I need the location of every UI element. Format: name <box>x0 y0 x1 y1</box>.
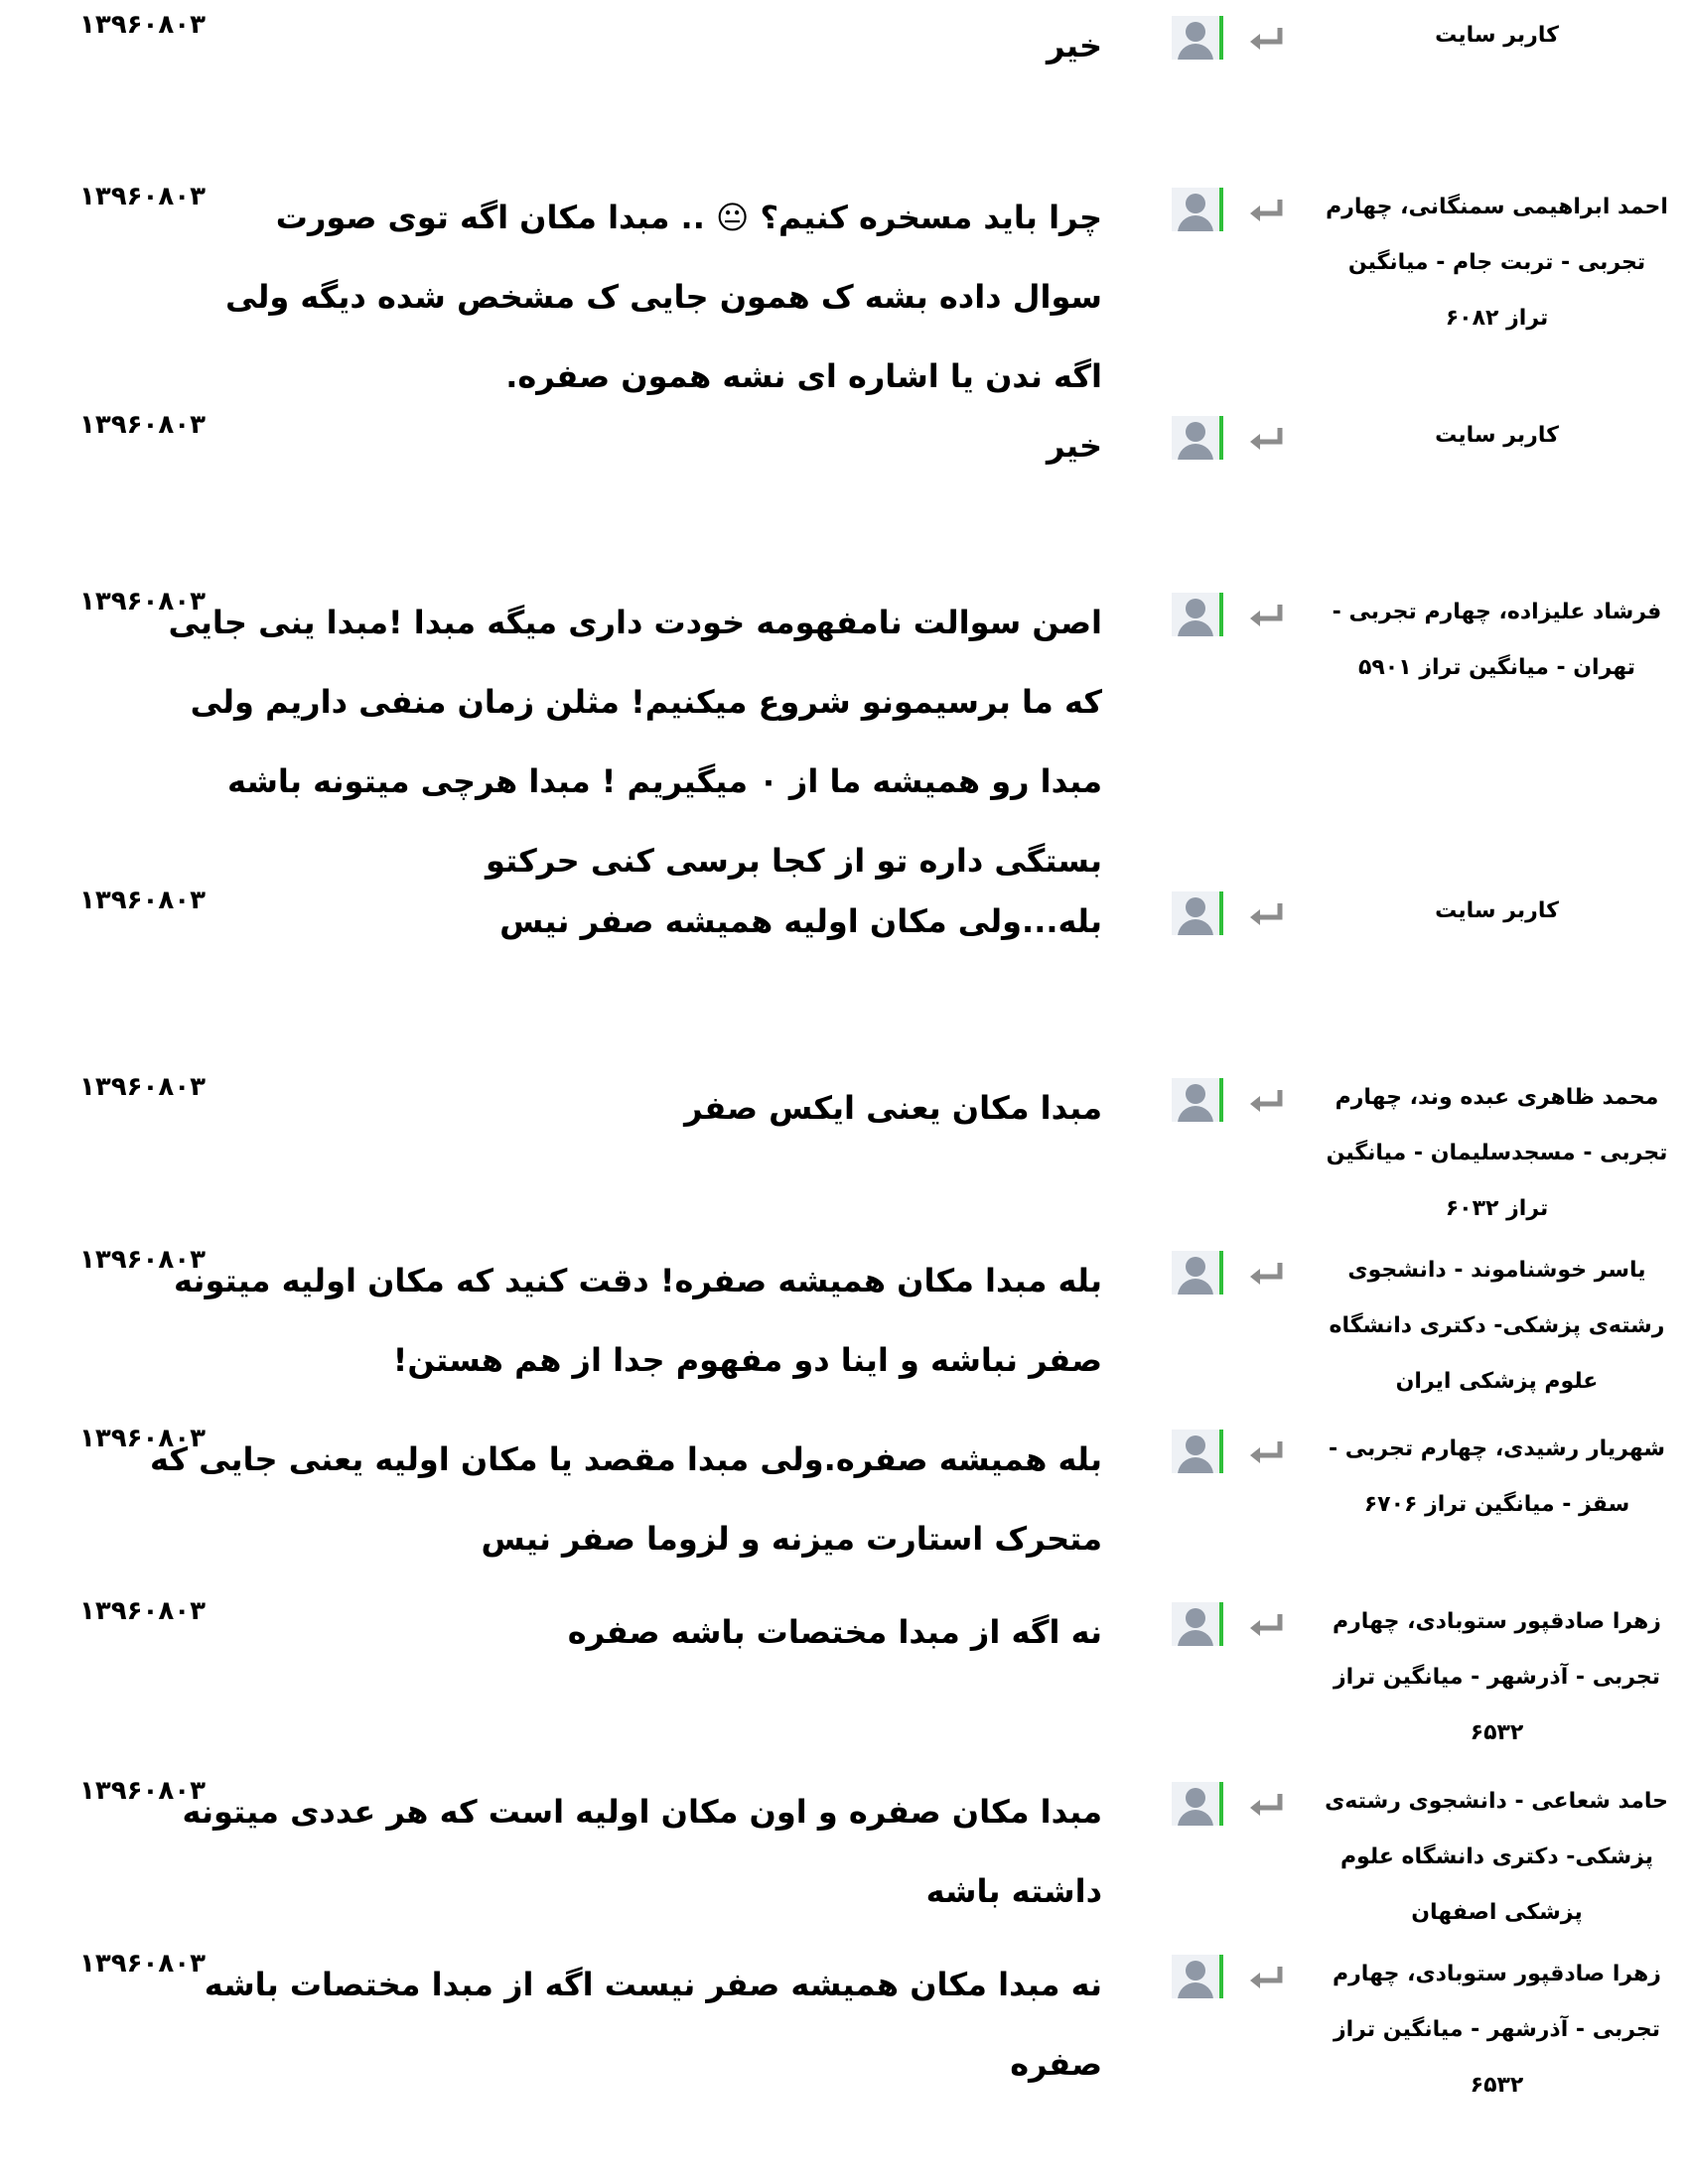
avatar-icon[interactable] <box>1172 593 1223 636</box>
author-line: رشته‌ی پزشکی- دکتری دانشگاه <box>1329 1313 1665 1338</box>
comment-author <box>1326 1774 1668 1941</box>
reply-arrow-icon[interactable] <box>1246 1088 1284 1112</box>
reply-arrow-icon[interactable] <box>1246 1261 1284 1285</box>
comment-line: نه مبدا مکان همیشه صفر نیست اگه از مبدا مختصات باشه <box>204 1966 1102 2003</box>
author-line: تهران - میانگین تراز ۵۹۰۱ <box>1357 655 1636 680</box>
author-line: زهرا صادقپور ستوبادی، چهارم <box>1333 1609 1661 1634</box>
comment-line: خیر <box>1046 427 1102 465</box>
comment-line: سوال داده بشه ک همون جایی ک مشخص شده دیگه ولی <box>224 278 1102 316</box>
avatar-icon[interactable] <box>1172 16 1223 60</box>
comment-line: چرا باید مسخره کنیم؟ 😐 .. مبدا مکان اگه توی صورت <box>275 199 1102 236</box>
author-line: کاربر سایت <box>1435 898 1559 923</box>
author-line: ۶۵۳۲ <box>1470 1720 1524 1745</box>
comment-author <box>1326 1947 1668 2114</box>
author-line: کاربر سایت <box>1435 423 1559 448</box>
avatar-icon[interactable] <box>1172 1782 1223 1826</box>
comment-date: ۱۳۹۶۰۸۰۳ <box>79 1596 206 1626</box>
comment-line: بستگی داره تو از کجا برسی کنی حرکتو <box>486 842 1102 880</box>
comment-line: اصن سوالت نامفهومه خودت داری میگه مبدا !مبدا ینی جایی <box>168 604 1102 641</box>
comment-line: نه اگه از مبدا مختصات باشه صفره <box>567 1613 1102 1651</box>
reply-arrow-icon[interactable] <box>1246 1612 1284 1636</box>
avatar-icon[interactable] <box>1172 1955 1223 1998</box>
reply-arrow-icon[interactable] <box>1246 198 1284 221</box>
reply-arrow-icon[interactable] <box>1246 1792 1284 1816</box>
author-line: سقز - میانگین تراز ۶۷۰۶ <box>1363 1492 1630 1517</box>
reply-arrow-icon[interactable] <box>1246 1439 1284 1463</box>
comment-author <box>1326 1070 1668 1237</box>
comment-author <box>1326 884 1668 939</box>
comment-date: ۱۳۹۶۰۸۰۳ <box>79 10 206 40</box>
reply-arrow-icon[interactable] <box>1246 426 1284 450</box>
comment-text <box>182 1772 1102 1931</box>
reply-arrow-icon[interactable] <box>1246 901 1284 925</box>
comment-line: که ما برسیمونو شروع میکنیم! مثلن زمان منفی داریم ولی <box>190 683 1102 721</box>
author-line: علوم پزشکی ایران <box>1395 1369 1599 1394</box>
comment-line: مبدا مکان یعنی ایکس صفر <box>684 1089 1102 1127</box>
comment-date: ۱۳۹۶۰۸۰۳ <box>79 1949 206 1979</box>
comment-date: ۱۳۹۶۰۸۰۳ <box>79 410 206 440</box>
comment-line: بله مبدا مکان همیشه صفره! دقت کنید که مکان اولیه میتونه <box>174 1262 1102 1299</box>
comment-text <box>248 406 1102 485</box>
comment-date: ۱۳۹۶۰۸۰۳ <box>79 1072 206 1102</box>
comment-line: خیر <box>1046 27 1102 65</box>
author-line: کاربر سایت <box>1435 23 1559 48</box>
author-line: محمد ظاهری عبده وند، چهارم <box>1335 1085 1659 1110</box>
comment-line: متحرک استارت میزنه و لزوما صفر نیس <box>481 1520 1102 1558</box>
comment-line: مبدا رو همیشه ما از ۰ میگیریم ! مبدا هرچی میتونه باشه <box>227 762 1102 800</box>
comment-author <box>1326 8 1668 64</box>
comment-line: داشته باشه <box>925 1872 1102 1910</box>
comment-author <box>1326 1422 1668 1533</box>
comment-author <box>1326 1594 1668 1761</box>
author-line: تجربی - مسجدسلیمان - میانگین <box>1326 1141 1668 1165</box>
comment-text <box>248 882 1102 961</box>
avatar-icon[interactable] <box>1172 188 1223 231</box>
avatar-icon[interactable] <box>1172 891 1223 935</box>
author-line: پزشکی اصفهان <box>1411 1900 1583 1925</box>
comment-text <box>224 178 1102 416</box>
comment-date: ۱۳۹۶۰۸۰۳ <box>79 1776 206 1806</box>
comment-author <box>1326 408 1668 464</box>
avatar-icon[interactable] <box>1172 1430 1223 1473</box>
author-line: احمد ابراهیمی سمنگانی، چهارم <box>1326 195 1668 219</box>
comment-author <box>1326 1243 1668 1410</box>
comment-text <box>149 1420 1102 1578</box>
comment-line: صفر نباشه و اینا دو مفهوم جدا از هم هستن! <box>392 1341 1102 1379</box>
author-line: تجربی - تربت جام - میانگین <box>1347 250 1646 275</box>
avatar-icon[interactable] <box>1172 416 1223 460</box>
comment-text <box>174 1241 1102 1400</box>
comment-text <box>248 6 1102 85</box>
author-line: شهریار رشیدی، چهارم تجربی - <box>1328 1436 1666 1461</box>
reply-arrow-icon[interactable] <box>1246 26 1284 50</box>
comment-line: اگه ندن یا اشاره ای نشه همون صفره. <box>505 357 1102 395</box>
author-line: زهرا صادقپور ستوبادی، چهارم <box>1333 1962 1661 1986</box>
comment-date: ۱۳۹۶۰۸۰۳ <box>79 587 206 616</box>
reply-arrow-icon[interactable] <box>1246 1965 1284 1988</box>
author-line: پزشکی- دکتری دانشگاه علوم <box>1339 1844 1654 1869</box>
comment-text <box>248 1068 1102 1148</box>
comment-line: بله همیشه صفره.ولی مبدا مقصد یا مکان اولیه یعنی جایی که <box>149 1440 1102 1478</box>
author-line: حامد شعاعی - دانشجوی رشته‌ی <box>1325 1789 1668 1814</box>
comment-date: ۱۳۹۶۰۸۰۳ <box>79 1424 206 1453</box>
author-line: یاسر خوشناموند - دانشجوی <box>1347 1258 1646 1283</box>
avatar-icon[interactable] <box>1172 1602 1223 1646</box>
comment-date: ۱۳۹۶۰۸۰۳ <box>79 886 206 915</box>
comment-date: ۱۳۹۶۰۸۰۳ <box>79 1245 206 1275</box>
author-line: فرشاد علیزاده، چهارم تجربی - <box>1332 600 1662 624</box>
comment-author <box>1326 585 1668 696</box>
comment-author <box>1326 180 1668 346</box>
comment-text <box>204 1945 1102 2104</box>
author-line: تجربی - آذرشهر - میانگین تراز <box>1333 2017 1661 2042</box>
comment-text <box>248 1592 1102 1672</box>
reply-arrow-icon[interactable] <box>1246 603 1284 626</box>
comment-text <box>168 583 1102 900</box>
avatar-icon[interactable] <box>1172 1078 1223 1122</box>
author-line: تجربی - آذرشهر - میانگین تراز <box>1333 1665 1661 1690</box>
comment-line: صفره <box>1010 2045 1102 2083</box>
author-line: تراز ۶۰۳۲ <box>1445 1196 1549 1221</box>
avatar-icon[interactable] <box>1172 1251 1223 1295</box>
author-line: تراز ۶۰۸۲ <box>1445 306 1549 331</box>
comment-line: مبدا مکان صفره و اون مکان اولیه است که هر عددی میتونه <box>182 1793 1102 1831</box>
comment-line: بله...ولی مکان اولیه همیشه صفر نیس <box>499 902 1102 940</box>
author-line: ۶۵۳۲ <box>1470 2073 1524 2098</box>
comment-date: ۱۳۹۶۰۸۰۳ <box>79 182 206 211</box>
